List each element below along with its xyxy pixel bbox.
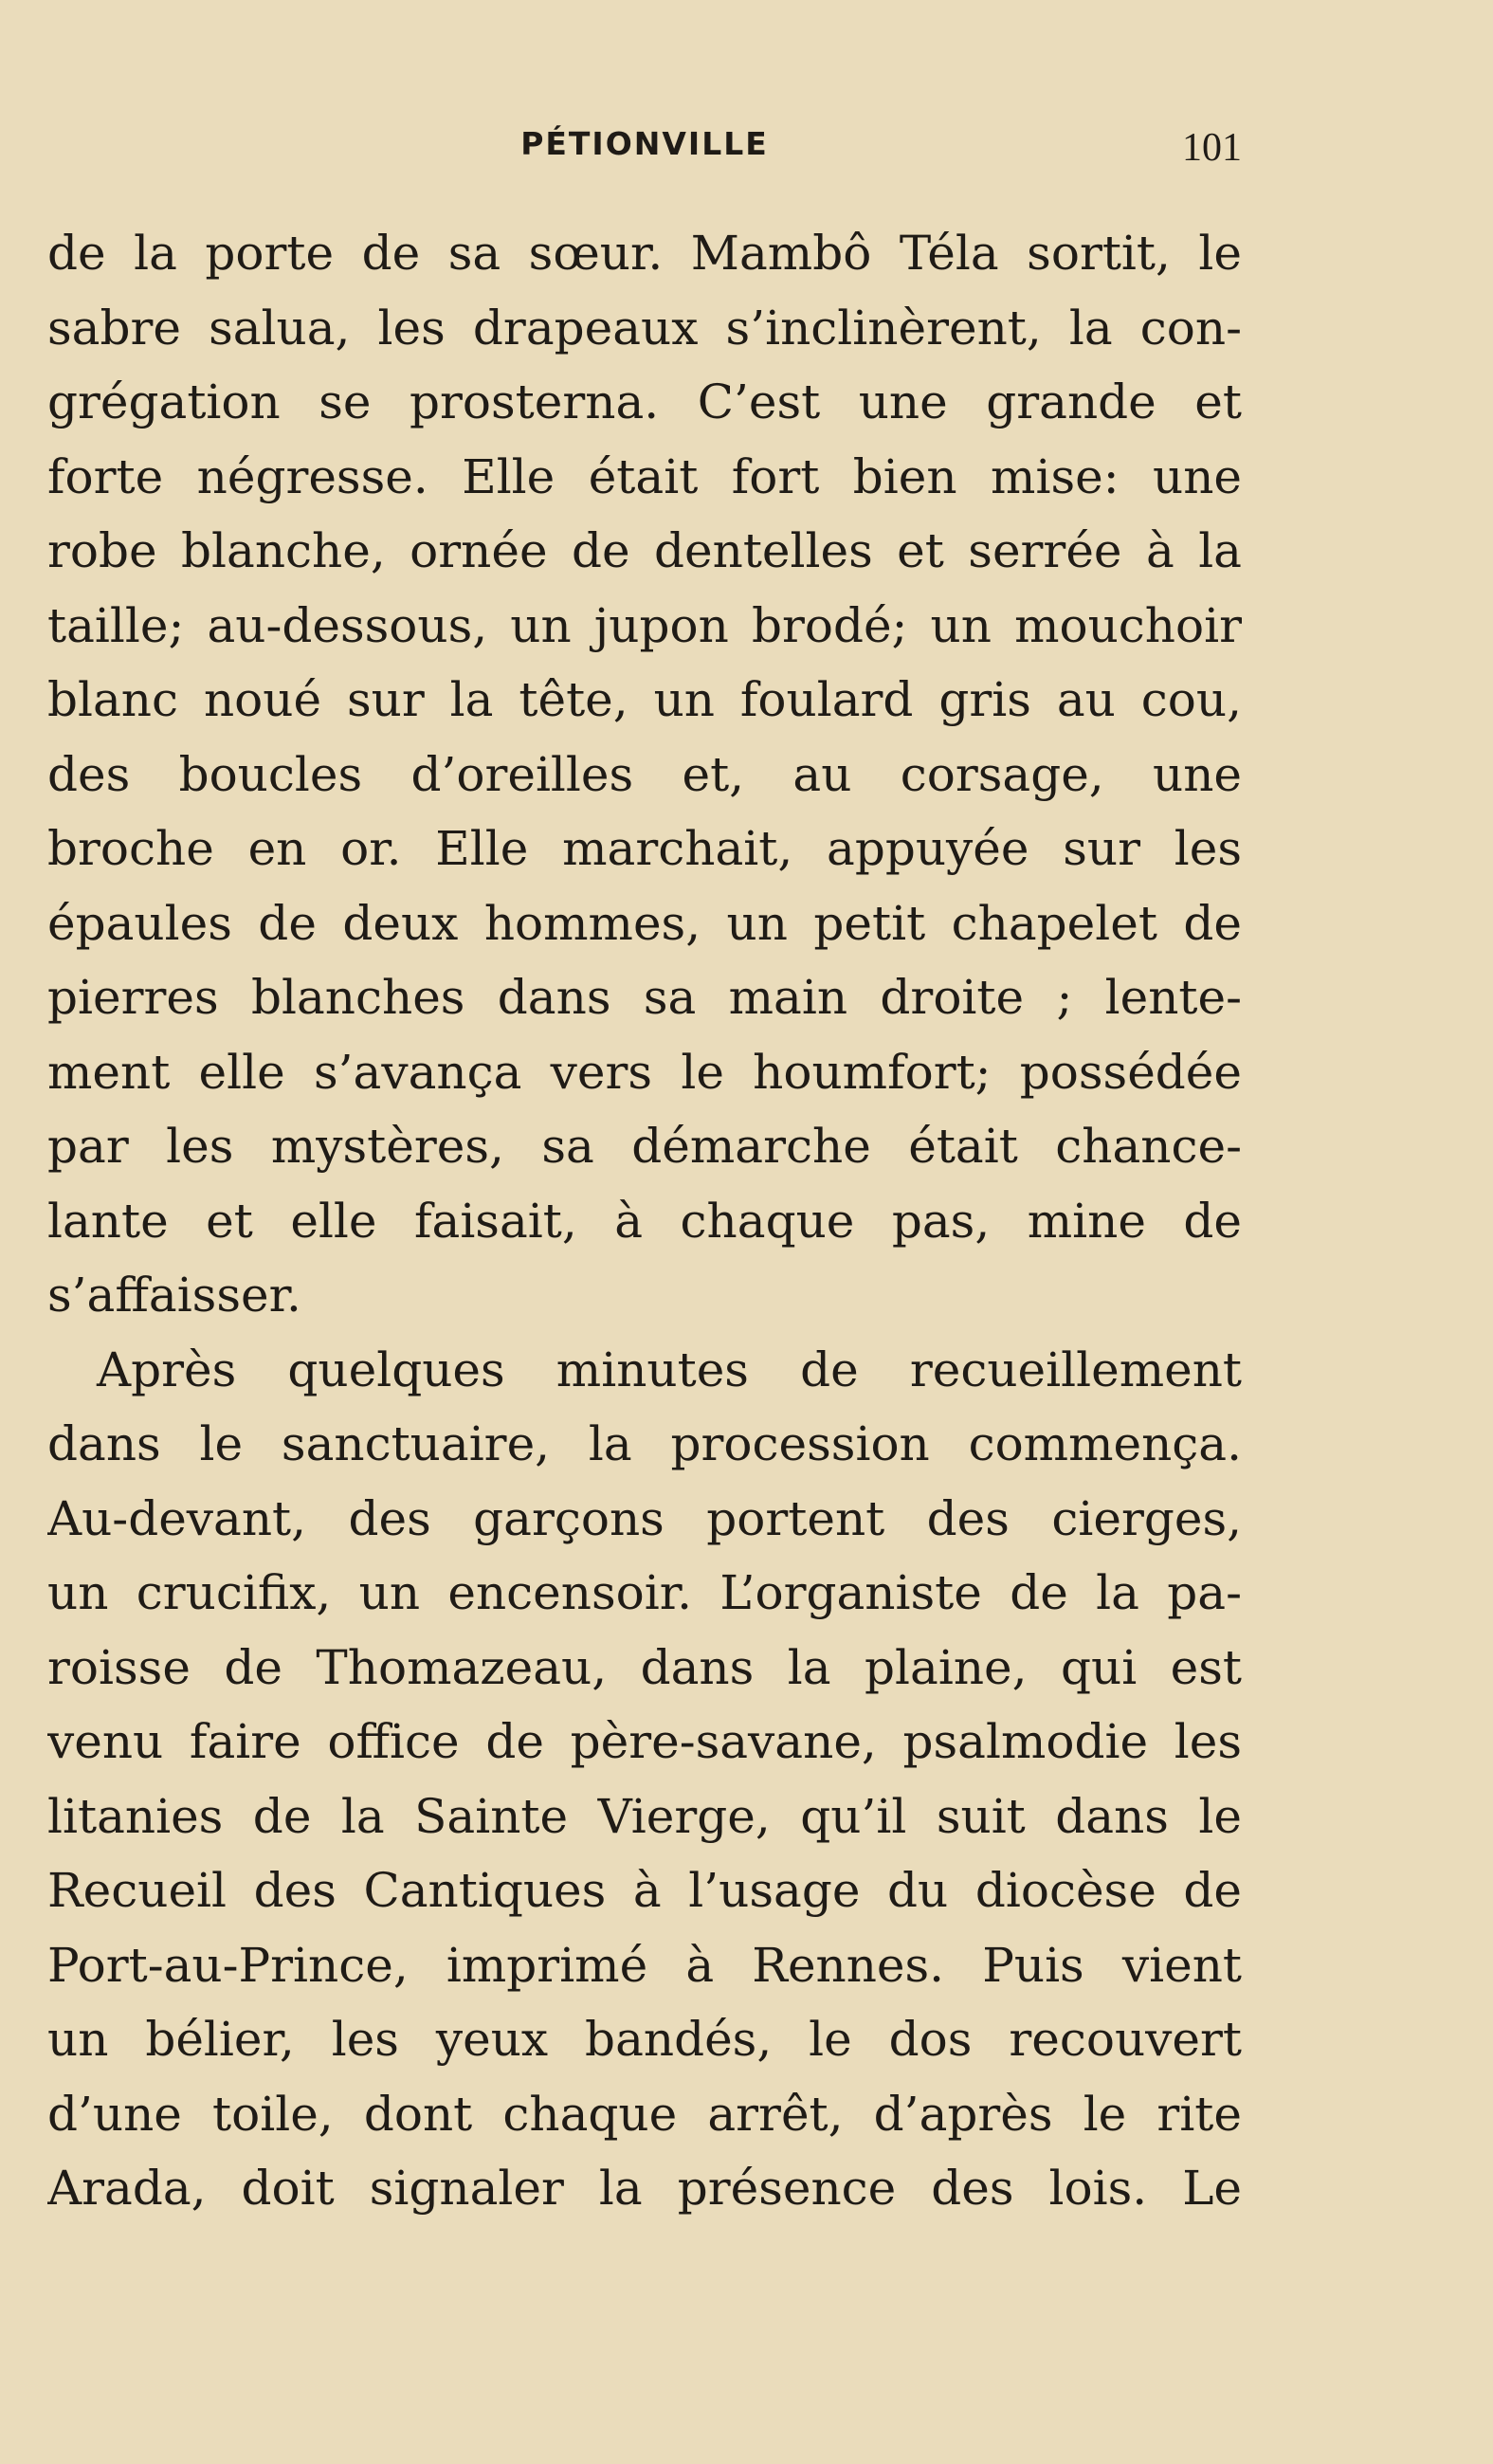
text-line: d’une toile, dont chaque arrêt, d’après le rite: [47, 2086, 1242, 2142]
text-line: un crucifix, un encensoir. L’organiste de la pa-: [47, 1565, 1242, 1620]
running-title: PÉTIONVILLE: [520, 125, 769, 162]
text-line: Après quelques minutes de recueillement: [97, 1342, 1242, 1397]
paragraph-2: [47, 1333, 1242, 2226]
text-line: venu faire office de père-savane, psalmodie les: [47, 1714, 1242, 1769]
text-line: robe blanche, ornée de dentelles et serrée à la: [47, 523, 1242, 578]
text-line: taille; au-dessous, un jupon brodé; un mouchoir: [47, 597, 1242, 653]
text-line: Recueil des Cantiques à l’usage du diocèse de: [47, 1863, 1242, 1918]
text-line: Au-devant, des garçons portent des cierges,: [47, 1490, 1242, 1546]
text-line: grégation se prosterna. C’est une grande et: [47, 374, 1242, 429]
page-header: [47, 125, 1242, 173]
text-line: s’affaisser.: [47, 1268, 301, 1323]
text-line: forte négresse. Elle était fort bien mise: une: [47, 448, 1242, 504]
text-line: épaules de deux hommes, un petit chapelet de: [47, 895, 1242, 951]
text-line: roisse de Thomazeau, dans la plaine, qui est: [47, 1639, 1242, 1695]
text-line: broche en or. Elle marchait, appuyée sur les: [47, 821, 1242, 876]
text-line: pierres blanches dans sa main droite ; lente-: [47, 970, 1242, 1025]
text-line: ment elle s’avança vers le houmfort; possédée: [47, 1044, 1242, 1100]
text-line: blanc noué sur la tête, un foulard gris au cou,: [47, 672, 1242, 727]
text-line: un bélier, les yeux bandés, le dos recouvert: [47, 2012, 1242, 2067]
text-line: par les mystères, sa démarche était chance-: [47, 1119, 1242, 1174]
page-number: 101: [1182, 126, 1242, 170]
body-text: [47, 216, 1242, 2226]
text-line: Port-au-Prince, imprimé à Rennes. Puis vient: [47, 1937, 1242, 1993]
text-line: des boucles d’oreilles et, au corsage, une: [47, 746, 1242, 802]
paragraph-1: [47, 216, 1242, 1333]
text-line: lante et elle faisait, à chaque pas, mine de: [47, 1193, 1242, 1249]
text-line: litanies de la Sainte Vierge, qu’il suit dans le: [47, 1788, 1242, 1844]
text-line: de la porte de sa sœur. Mambô Téla sortit, le: [47, 226, 1242, 281]
text-line: sabre salua, les drapeaux s’inclinèrent, la con-: [47, 300, 1242, 356]
text-line: Arada, doit signaler la présence des lois. Le: [47, 2161, 1242, 2216]
text-line: dans le sanctuaire, la procession commença.: [47, 1416, 1242, 1471]
